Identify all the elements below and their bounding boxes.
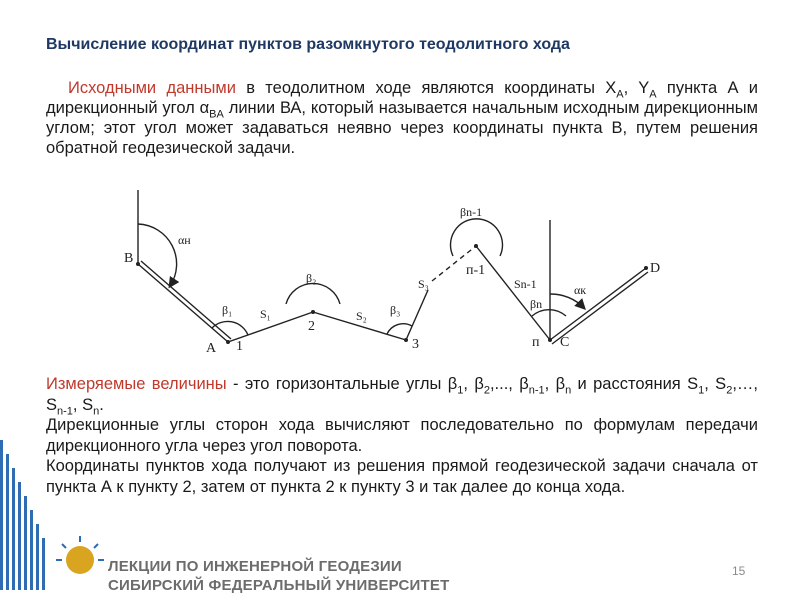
intro-text-4: линии ВА, который называется начальным исходным дирекционным углом; этот угол может задаваться неявно через координаты пункта В, путем решения обратной геодезической задачи. <box>46 99 758 157</box>
measured-sub-sn: n <box>93 404 100 417</box>
label-beta3: β₃ <box>390 303 401 317</box>
coords-text: Координаты пунктов хода получают из решения прямой геодезической задачи сначала от пункта А к пункту 2, затем от пункта 2 к пункту 3 и так далее до конца хода. <box>46 457 758 496</box>
measured-sub-b2: 2 <box>483 384 490 397</box>
measured-sub-b1: 1 <box>457 384 464 397</box>
label-d: D <box>650 261 661 276</box>
measured-text-2: , β <box>463 375 484 393</box>
label-1: 1 <box>236 339 243 354</box>
measured-sub-bn: n <box>565 384 572 397</box>
page-number: 15 <box>732 564 746 578</box>
measured-sub-bn1: n-1 <box>528 384 545 397</box>
traverse-diagram <box>100 184 700 356</box>
intro-sub-2: A <box>649 88 657 101</box>
measured-sub-s1: 1 <box>698 384 705 397</box>
intro-paragraph <box>46 78 758 158</box>
alpha-n-arc <box>138 224 177 286</box>
label-alpha-n: αн <box>178 233 191 247</box>
label-beta1: β₁ <box>222 303 233 317</box>
label-alpha-k: αк <box>574 283 587 297</box>
label-s2: S₂ <box>356 309 367 323</box>
intro-sub-3: BA <box>209 108 224 121</box>
intro-text-1: в теодолитном ходе являются координаты X <box>235 79 617 97</box>
label-beta2: β₂ <box>306 271 317 285</box>
line-c-d <box>550 268 646 340</box>
measured-paragraph <box>46 374 758 497</box>
beta2-arc <box>286 283 340 304</box>
beta3-arc <box>387 324 412 334</box>
label-2: 2 <box>308 319 315 334</box>
footer-university: СИБИРСКИЙ ФЕДЕРАЛЬНЫЙ УНИВЕРСИТЕТ <box>108 577 450 594</box>
footer-lecture-title: ЛЕКЦИИ ПО ИНЖЕНЕРНОЙ ГЕОДЕЗИИ <box>108 558 402 575</box>
measured-highlight: Измеряемые величины <box>46 375 227 393</box>
intro-text-3: пункта А и дирекционный угол α <box>46 79 758 117</box>
label-n: п <box>532 335 540 350</box>
measured-sub-sn1: n-1 <box>57 404 73 417</box>
point-b <box>136 262 140 266</box>
measured-text-1: - это горизонтальные углы β <box>226 375 458 393</box>
label-s1: S₁ <box>260 307 271 321</box>
label-b: B <box>124 251 134 266</box>
point-2 <box>311 310 315 314</box>
line-c-d-double <box>552 272 648 344</box>
directional-text: Дирекционные углы сторон хода вычисляют последовательно по формулам передачи дирекционного угла через угол поворота. <box>46 416 758 455</box>
label-sn1: Sn-1 <box>514 277 537 291</box>
line-3-s3 <box>406 290 428 340</box>
intro-text-2: , Y <box>623 79 650 97</box>
intro-highlight: Исходными данными <box>68 79 236 97</box>
measured-text-9: . <box>99 395 104 414</box>
university-logo-icon <box>0 432 110 600</box>
label-n1: п-1 <box>466 263 486 278</box>
point-c <box>548 338 552 342</box>
measured-text-6: , S <box>704 375 727 393</box>
point-3 <box>404 338 408 342</box>
line-b-a <box>138 264 228 342</box>
measured-text-8: , S <box>72 395 94 414</box>
measured-text-4: , β <box>544 375 566 393</box>
measured-text-7: ,…, S <box>46 375 758 414</box>
page-title: Вычисление координат пунктов разомкнутого теодолитного хода <box>46 36 570 53</box>
label-c: C <box>560 335 570 350</box>
measured-text-3: ,..., β <box>489 375 529 393</box>
label-a: A <box>206 341 217 356</box>
label-s3: S₃ <box>418 277 429 291</box>
betan1-arc <box>451 219 503 256</box>
intro-sub-1: A <box>616 88 624 101</box>
line-b-a-double <box>141 261 231 339</box>
point-d <box>644 266 648 270</box>
label-betan: βn <box>530 297 543 311</box>
label-betan1: βn-1 <box>460 205 483 219</box>
point-a <box>226 340 230 344</box>
point-n1 <box>474 244 478 248</box>
label-3: 3 <box>412 337 419 352</box>
line-n1-n <box>476 246 550 340</box>
measured-text-5: и расстояния S <box>571 375 699 393</box>
measured-sub-s2: 2 <box>726 384 733 397</box>
